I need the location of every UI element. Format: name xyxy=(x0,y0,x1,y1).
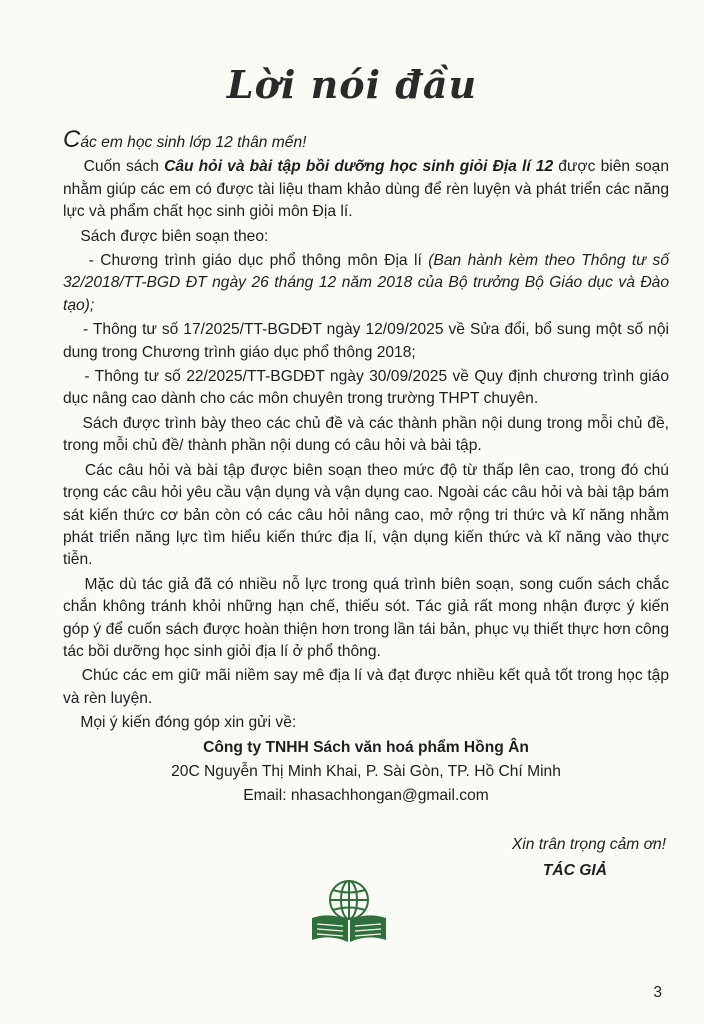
greeting-initial: C xyxy=(63,126,81,153)
page-title: Lời nói đầu xyxy=(226,62,478,107)
intro-prefix: Cuốn sách xyxy=(83,158,165,176)
paragraph-2 xyxy=(63,460,669,572)
paragraph-3-text: Mặc dù tác giả đã có nhiều nỗ lực trong quá trình biên soạn, song cuốn sách chắc chắn không tránh khỏi những hạn chế, thiếu sót. Tác giả rất mong nhận được ý kiến góp ý để cuốn sách được hoàn thiện hơn trong lần tái bản, phục vụ thiết thực hơn công tác bồi dưỡng học sinh giỏi địa lí ở phổ thông. xyxy=(63,575,669,660)
paragraph-1-text: Sách được trình bày theo các chủ đề và các thành phần nội dung trong mỗi chủ đề, trong mỗi chủ đề/ thành phần nội dung có câu hỏi và bài tập. xyxy=(63,414,669,455)
source-1-prefix: - Chương trình giáo dục phổ thông môn Địa lí xyxy=(88,252,429,270)
paragraph-2-text: Các câu hỏi và bài tập được biên soạn theo mức độ từ thấp lên cao, trong đó chú trọng các câu hỏi yêu cầu vận dụng và vận dụng cao. Ngoài các câu hỏi và bài tập bám sát kiến thức cơ bản còn có các câu hỏi nâng cao, mở rộng tri thức và kĩ năng nhằm phát triển năng lực tìm hiểu kiến thức địa lí, vận dụng kiến thức và kĩ năng vào thực tiễn. xyxy=(63,461,669,569)
intro-suffix: được biên soạn nhằm giúp các em có được tài liệu tham khảo dùng để rèn luyện và phát triển các năng lực và phẩm chất học sinh giỏi môn Địa lí. xyxy=(63,158,669,221)
preface-body xyxy=(63,126,669,810)
book-title: Câu hỏi và bài tập bồi dưỡng học sinh giỏi Địa lí 12 xyxy=(164,158,554,176)
greeting-text: ác em học sinh lớp 12 thân mến! xyxy=(80,134,307,151)
source-2-text: - Thông tư số 17/2025/TT-BGDĐT ngày 12/09/2025 về Sửa đổi, bổ sung một số nội dung trong Chương trình giáo dục phổ thông 2018; xyxy=(63,321,669,361)
compiled-by-text: Sách được biên soạn theo: xyxy=(80,227,269,245)
paragraph-3 xyxy=(63,574,669,664)
company-email: Email: nhasachhongan@gmail.com xyxy=(243,787,489,805)
book-globe-icon xyxy=(306,876,392,946)
compiled-by-label xyxy=(63,226,669,248)
source-item-1 xyxy=(63,250,669,317)
closing-thanks: Xin trân trọng cảm ơn! xyxy=(511,836,666,853)
source-item-2 xyxy=(63,319,669,364)
paragraph-5-text: Mọi ý kiến đóng góp xin gửi về: xyxy=(80,714,297,732)
paragraph-1 xyxy=(63,413,669,458)
paragraph-5 xyxy=(63,712,669,734)
page-number: 3 xyxy=(653,984,662,1001)
greeting xyxy=(63,126,669,154)
source-item-3 xyxy=(63,366,669,411)
paragraph-4 xyxy=(63,665,669,710)
source-3-text: - Thông tư số 22/2025/TT-BGDĐT ngày 30/09/2025 về Quy định chương trình giáo dục nâng cao dành cho các môn chuyên trong trường THPT chuyên. xyxy=(63,368,669,408)
company-address: 20C Nguyễn Thị Minh Khai, P. Sài Gòn, TP. Hồ Chí Minh xyxy=(171,762,561,780)
author-signature: TÁC GIẢ xyxy=(542,862,607,879)
paragraph-4-text: Chúc các em giữ mãi niềm say mê địa lí và đạt được nhiều kết quả tốt trong học tập và rèn luyện. xyxy=(63,667,669,707)
company-name: Công ty TNHH Sách văn hoá phẩm Hồng Ân xyxy=(203,738,529,756)
source-1-italic: (Ban hành kèm theo Thông tư số 32/2018/TT-BGD ĐT ngày 26 tháng 12 năm 2018 của Bộ trưởng Bộ Giáo dục và Đào tạo); xyxy=(63,252,669,314)
intro-paragraph xyxy=(63,156,669,223)
